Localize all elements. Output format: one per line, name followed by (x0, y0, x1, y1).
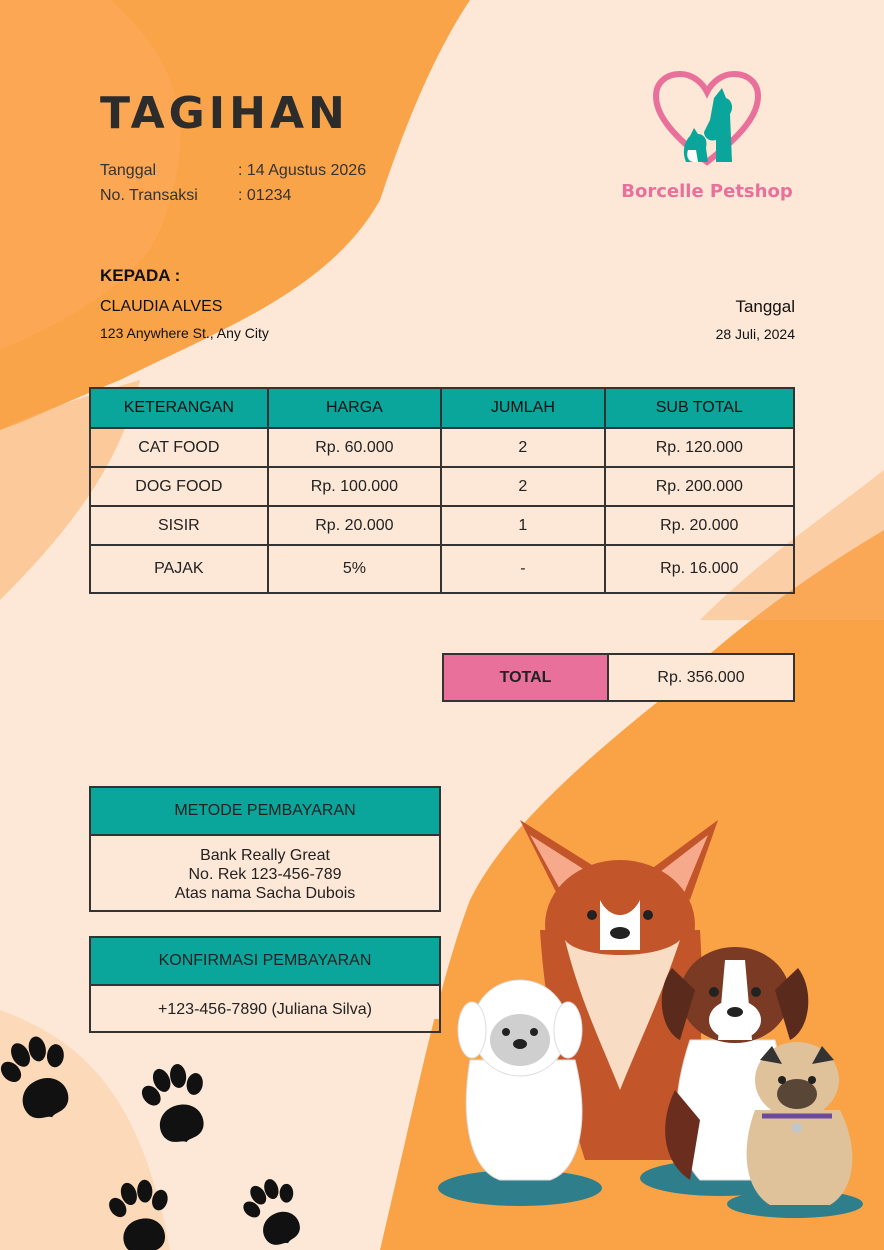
table-row (90, 506, 794, 545)
column-header-description: KETERANGAN (90, 388, 268, 428)
brand-logo (618, 70, 796, 202)
payment-confirmation-box (89, 936, 441, 1033)
invoice-date-label: Tanggal (100, 162, 157, 179)
item-price: Rp. 100.000 (268, 467, 441, 506)
payment-confirmation-heading: KONFIRMASI PEMBAYARAN (91, 938, 439, 986)
recipient-heading: KEPADA : (100, 266, 181, 285)
item-price: Rp. 20.000 (268, 506, 441, 545)
item-quantity: 2 (441, 428, 605, 467)
column-header-price: HARGA (268, 388, 441, 428)
table-row (90, 545, 794, 593)
item-description: CAT FOOD (90, 428, 268, 467)
account-holder: Atas nama Sacha Dubois (174, 885, 356, 902)
invoice-date-row (100, 162, 366, 180)
item-quantity: 2 (441, 467, 605, 506)
transaction-number-row (100, 187, 291, 205)
recipient-name: CLAUDIA ALVES (100, 298, 223, 315)
item-subtotal: Rp. 200.000 (605, 467, 794, 506)
invoice-table (89, 387, 795, 594)
payment-method-box (89, 786, 441, 912)
transaction-number-label: No. Transaksi (100, 187, 198, 204)
page-title: TAGIHAN (100, 88, 349, 139)
confirmation-contact: +123-456-7890 (Juliana Silva) (91, 986, 439, 1019)
payment-method-details (91, 836, 439, 903)
item-description: DOG FOOD (90, 467, 268, 506)
table-header-row (90, 388, 794, 428)
bank-name: Bank Really Great (200, 847, 330, 864)
account-number: No. Rek 123-456-789 (188, 866, 342, 883)
recipient-address: 123 Anywhere St., Any City (100, 325, 269, 341)
item-price: 5% (268, 545, 441, 593)
item-subtotal: Rp. 120.000 (605, 428, 794, 467)
payment-method-heading: METODE PEMBAYARAN (91, 788, 439, 836)
column-header-quantity: JUMLAH (441, 388, 605, 428)
item-subtotal: Rp. 16.000 (605, 545, 794, 593)
column-header-subtotal: SUB TOTAL (605, 388, 794, 428)
table-row (90, 467, 794, 506)
item-description: SISIR (90, 506, 268, 545)
table-row (90, 428, 794, 467)
invoice-date-value: : 14 Agustus 2026 (238, 162, 367, 179)
total-box (442, 653, 795, 702)
item-subtotal: Rp. 20.000 (605, 506, 794, 545)
total-value: Rp. 356.000 (609, 655, 793, 700)
brand-name: Borcelle Petshop (621, 181, 793, 202)
item-quantity: - (441, 545, 605, 593)
issue-date-value: 28 Juli, 2024 (715, 326, 795, 342)
item-description: PAJAK (90, 545, 268, 593)
item-quantity: 1 (441, 506, 605, 545)
item-price: Rp. 60.000 (268, 428, 441, 467)
heart-dog-cat-logo-icon (652, 70, 762, 170)
total-label: TOTAL (444, 655, 609, 700)
issue-date-label: Tanggal (735, 297, 795, 316)
transaction-number-value: : 01234 (238, 187, 292, 204)
